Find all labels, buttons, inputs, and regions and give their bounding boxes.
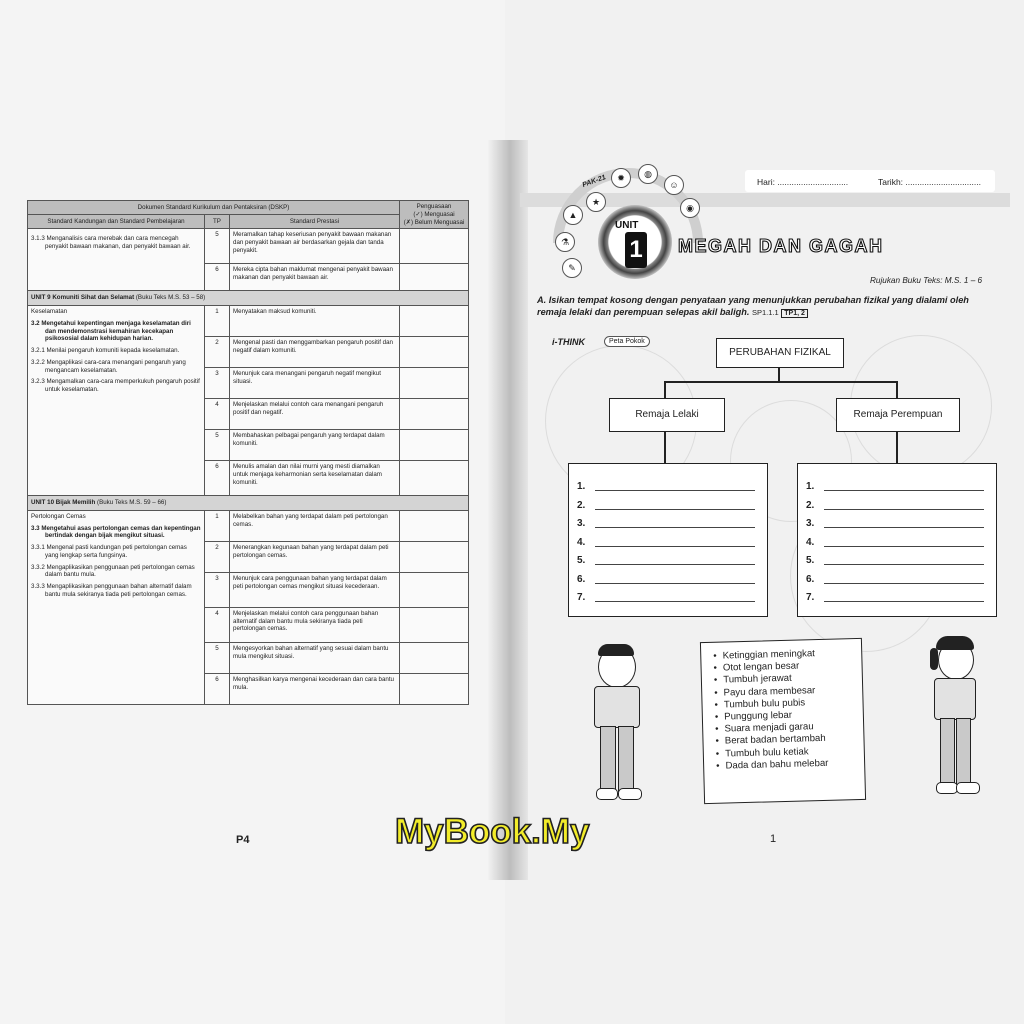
table-header-tp: TP (205, 215, 230, 229)
unit9-ref: (Buku Teks M.S. 53 – 58) (135, 294, 206, 302)
table-header-mastery (400, 201, 469, 229)
table-header-main: Dokumen Standard Kurikulum dan Pentaksiran (DSKP) (28, 201, 400, 215)
lelaki-answer-box (568, 463, 768, 617)
answer-number: 6. (806, 573, 815, 585)
mastery-yes: (✓) Menguasai (413, 210, 455, 218)
sk-cell (28, 510, 205, 704)
sk-text: 3.1.3 Menganalisis cara merebak dan cara mencegah penyakit bawaan makanan, dan penyakit bawaan air. (31, 235, 191, 250)
hint-note-item: • Ketinggian meningkat (713, 647, 861, 663)
answer-number: 4. (577, 536, 586, 548)
answer-line[interactable] (806, 574, 822, 585)
answer-line[interactable] (577, 500, 593, 511)
answer-blank[interactable] (595, 564, 755, 565)
table-row (28, 229, 469, 264)
answer-number: 5. (806, 555, 815, 566)
sp-cell: Mengesyorkan bahan alternatif yang sesuai dalam bantu mula mengikut situasi. (230, 642, 400, 673)
book-gutter (488, 140, 528, 880)
answer-number: 5. (577, 555, 586, 566)
mastery-cell (400, 541, 469, 572)
hari-field[interactable]: Hari: .............................. (757, 177, 849, 187)
tree-connector (664, 431, 666, 464)
sp-cell: Membahaskan pelbagai pengaruh yang terdapat dalam komuniti. (230, 430, 400, 461)
tarikh-field[interactable]: Tarikh: ................................ (878, 177, 981, 187)
mastery-cell (400, 572, 469, 607)
sp-cell: Menghasilkan karya mengenai kecederaan dan cara bantu mula. (230, 673, 400, 704)
mastery-cell (400, 229, 469, 264)
sp-cell: Melabelkan bahan yang terdapat dalam peti pertolongan cemas. (230, 510, 400, 541)
table-header-sp: Standard Prestasi (230, 215, 400, 229)
girl-right-leg (956, 718, 971, 786)
boy-left-leg (600, 726, 616, 792)
sk-main: 3.3 Mengetahui asas pertolongan cemas dan kepentingan bertindak dengan bijak mengikut situasi. (31, 524, 201, 540)
unit-label: UNIT (615, 220, 639, 231)
answer-blank[interactable] (595, 509, 755, 510)
answer-number: 2. (806, 499, 815, 511)
tp-cell: 5 (205, 642, 230, 673)
girl-hair (936, 636, 974, 650)
unit9-title-cell (28, 291, 469, 306)
tp-cell: 3 (205, 572, 230, 607)
mastery-label: Penguasaan (416, 203, 452, 210)
answer-line[interactable] (577, 481, 593, 492)
answer-line[interactable] (577, 537, 593, 548)
sk-item: 3.2.1 Menilai pengaruh komuniti kepada keselamatan. (31, 347, 180, 354)
answer-number: 3. (577, 518, 586, 529)
unit-row (28, 496, 469, 511)
tree-connector (896, 381, 898, 399)
sk-item: 3.3.3 Mengaplikasikan penggunaan bahan alternatif dalam bantu mula sekiranya tiada peti pertolongan cemas. (31, 583, 192, 598)
sp-cell: Menyatakan maksud komuniti. (230, 306, 400, 337)
sk-cell (28, 306, 205, 496)
hint-note-item: • Payu dara membesar (714, 684, 862, 700)
tree-connector (664, 381, 666, 399)
tp-cell: 4 (205, 607, 230, 642)
answer-line[interactable] (806, 500, 822, 511)
tp-code: TP1, 2 (781, 309, 808, 318)
sp-cell: Mereka cipta bahan maklumat mengenai penyakit bawaan makanan dan penyakit bawaan air. (230, 264, 400, 291)
boy-shirt (594, 686, 640, 728)
tree-connector (664, 381, 898, 383)
answer-blank[interactable] (824, 509, 984, 510)
mastery-cell (400, 368, 469, 399)
sp-cell: Menjelaskan melalui contoh cara menangani pengaruh positif dan negatif. (230, 399, 400, 430)
sk-item: 3.2.2 Mengaplikasi cara-cara menangani pengaruh yang mengancam keselamatan. (31, 358, 186, 374)
mastery-cell (400, 264, 469, 291)
unit10-ref: (Buku Teks M.S. 59 – 66) (97, 499, 167, 506)
boy-shoe (618, 788, 642, 800)
sp-cell: Menunjuk cara penggunaan bahan yang terdapat dalam peti pertolongan cemas mengikut situasi kecederaan. (230, 572, 400, 607)
pak21-label: PAK-21 (581, 174, 607, 189)
answer-line[interactable] (806, 592, 822, 603)
hint-note-item: • Dada dan bahu melebar (716, 757, 864, 773)
dskp-table (27, 200, 469, 705)
lightbulb-icon: ✹ (611, 168, 631, 188)
mastery-cell (400, 673, 469, 704)
tp-cell: 6 (205, 264, 230, 291)
unit-row (28, 291, 469, 306)
tp-cell: 5 (205, 229, 230, 264)
sp-cell: Mengenal pasti dan menggambarkan pengaruh positif dan negatif dalam komuniti. (230, 337, 400, 368)
mastery-cell (400, 510, 469, 541)
flask-icon: ⚗ (555, 232, 575, 252)
mastery-cell (400, 430, 469, 461)
sp-cell: Menerangkan kegunaan bahan yang terdapat dalam peti pertolongan cemas. (230, 541, 400, 572)
left-page-number: P4 (236, 834, 250, 846)
table-row (28, 510, 469, 541)
answer-blank[interactable] (824, 490, 984, 491)
hint-note-item: • Otot lengan besar (713, 659, 861, 675)
girl-ponytail (930, 648, 938, 670)
tree-root-box: PERUBAHAN FIZIKAL (716, 338, 844, 368)
boy-shoe (596, 788, 618, 800)
answer-blank[interactable] (595, 527, 755, 528)
branch-perempuan-box: Remaja Perempuan (836, 398, 960, 432)
tp-cell: 5 (205, 430, 230, 461)
answer-line[interactable] (806, 518, 822, 529)
girl-shirt (934, 678, 976, 720)
tp-cell: 2 (205, 541, 230, 572)
hint-note-item: • Tumbuh jerawat (714, 671, 862, 687)
answer-blank[interactable] (824, 601, 984, 602)
sp-cell: Menjelaskan melalui contoh cara penggunaan bahan alternatif dalam bantu mula sekiranya tiada peti pertolongan cemas. (230, 607, 400, 642)
mastery-cell (400, 337, 469, 368)
sp-code: SP1.1.1 (752, 308, 779, 318)
answer-line[interactable] (577, 574, 593, 585)
answer-line[interactable] (577, 592, 593, 603)
answer-line[interactable] (806, 555, 822, 566)
tp-cell: 1 (205, 510, 230, 541)
answer-number: 7. (577, 592, 586, 603)
person-icon: ☺ (664, 175, 684, 195)
girl-shoe (956, 782, 980, 794)
answer-line[interactable] (577, 518, 593, 529)
date-box (745, 170, 995, 192)
answer-blank[interactable] (824, 527, 984, 528)
answer-line[interactable] (806, 537, 822, 548)
hint-note-item: • Tumbuh bulu ketiak (716, 745, 864, 761)
answer-line[interactable] (577, 555, 593, 566)
sk-item: 3.3.2 Mengaplikasikan penggunaan peti pertolongan cemas dalam bantu mula. (31, 563, 195, 579)
science-icon: ✎ (562, 258, 582, 278)
unit-title: MEGAH DAN GAGAH (678, 236, 884, 256)
tree-connector (778, 367, 780, 382)
globe-icon: ◍ (638, 164, 658, 184)
instruction-text: A. Isikan tempat kosong dengan penyataan yang menunjukkan perubahan fizikal yang dialami oleh remaja lelaki dan perempuan selepas akil baligh. (537, 295, 969, 318)
answer-line[interactable] (806, 481, 822, 492)
sk-heading: Pertolongan Cemas (31, 512, 86, 520)
answer-number: 2. (577, 499, 586, 511)
sp-cell: Menulis amalan dan nilai murni yang mesti diamalkan untuk menjaga keharmonian serta keselamatan dalam komuniti. (230, 461, 400, 496)
sk-main: 3.2 Mengetahui kepentingan menjaga keselamatan diri dan mendemonstrasi kemahiran kecekapan psikososial dalam kehidupan harian. (31, 319, 191, 343)
answer-number: 1. (577, 481, 586, 492)
unit-number: 1 (625, 232, 647, 268)
answer-blank[interactable] (595, 546, 755, 547)
pak21-badge-icon: ★ (586, 192, 606, 212)
mastery-cell (400, 607, 469, 642)
girl-left-leg (940, 718, 955, 786)
sk-item: 3.3.1 Mengenal pasti kandungan peti pertolongan cemas yang lengkap serta fungsinya. (31, 544, 187, 559)
instruction (537, 294, 997, 319)
mastery-cell (400, 461, 469, 496)
watermark: MyBook.My (395, 812, 590, 851)
unit10-title-cell (28, 496, 469, 511)
branch-lelaki-box: Remaja Lelaki (609, 398, 725, 432)
hint-note-item: • Tumbuh bulu pubis (714, 696, 862, 712)
graduation-cap-icon: ▲ (563, 205, 583, 225)
answer-number: 4. (806, 536, 815, 548)
girl-illustration (918, 634, 998, 804)
answer-number: 7. (806, 592, 815, 603)
answer-number: 6. (577, 573, 586, 585)
girl-shoe (936, 782, 958, 794)
answer-blank[interactable] (824, 564, 984, 565)
hint-note-item: • Punggung lebar (715, 708, 863, 724)
sk-heading: Keselamatan (31, 308, 68, 315)
mastery-no: (✗) Belum Menguasai (403, 218, 465, 226)
sk-cell (28, 229, 205, 291)
answer-blank[interactable] (595, 601, 755, 602)
sp-cell: Meramalkan tahap keseriusan penyakit bawaan makanan dan penyakit bawaan air berdasarkan gejala dan tanda penyakit. (230, 229, 400, 264)
tp-cell: 2 (205, 337, 230, 368)
hint-notes (700, 638, 866, 804)
perempuan-answer-box (797, 463, 997, 617)
boy-right-leg (618, 726, 634, 792)
answer-blank[interactable] (824, 583, 984, 584)
answer-blank[interactable] (824, 546, 984, 547)
tp-cell: 3 (205, 368, 230, 399)
boy-hair (598, 644, 634, 656)
mastery-cell (400, 399, 469, 430)
table-row (28, 306, 469, 337)
answer-blank[interactable] (595, 490, 755, 491)
hint-note-item: • Berat badan bertambah (715, 732, 863, 748)
tree-connector (896, 431, 898, 464)
unit9-title: UNIT 9 Komuniti Sihat dan Selamat (31, 294, 135, 302)
right-page-number: 1 (770, 833, 777, 845)
tp-cell: 6 (205, 461, 230, 496)
map-type-label: Peta Pokok (604, 336, 650, 347)
answer-blank[interactable] (595, 583, 755, 584)
answer-number: 3. (806, 518, 815, 529)
mastery-cell (400, 306, 469, 337)
hint-note-item: • Suara menjadi garau (715, 720, 863, 736)
sk-item: 3.2.3 Mengamalkan cara-cara memperkukuh pengaruh positif untuk keselamatan. (31, 378, 200, 393)
tp-cell: 1 (205, 306, 230, 337)
ithink-logo: i-THINK (552, 337, 585, 347)
tp-cell: 6 (205, 673, 230, 704)
tp-cell: 4 (205, 399, 230, 430)
unit10-title: UNIT 10 Bijak Memilih (31, 499, 96, 506)
boy-illustration (580, 640, 660, 810)
textbook-reference: Rujukan Buku Teks: M.S. 1 – 6 (870, 276, 983, 285)
mastery-cell (400, 642, 469, 673)
table-header-sk: Standard Kandungan dan Standard Pembelajaran (28, 215, 205, 229)
sp-cell: Menunjuk cara menangani pengaruh negatif mengikut situasi. (230, 368, 400, 399)
earth-icon: ◉ (680, 198, 700, 218)
answer-number: 1. (806, 481, 815, 492)
